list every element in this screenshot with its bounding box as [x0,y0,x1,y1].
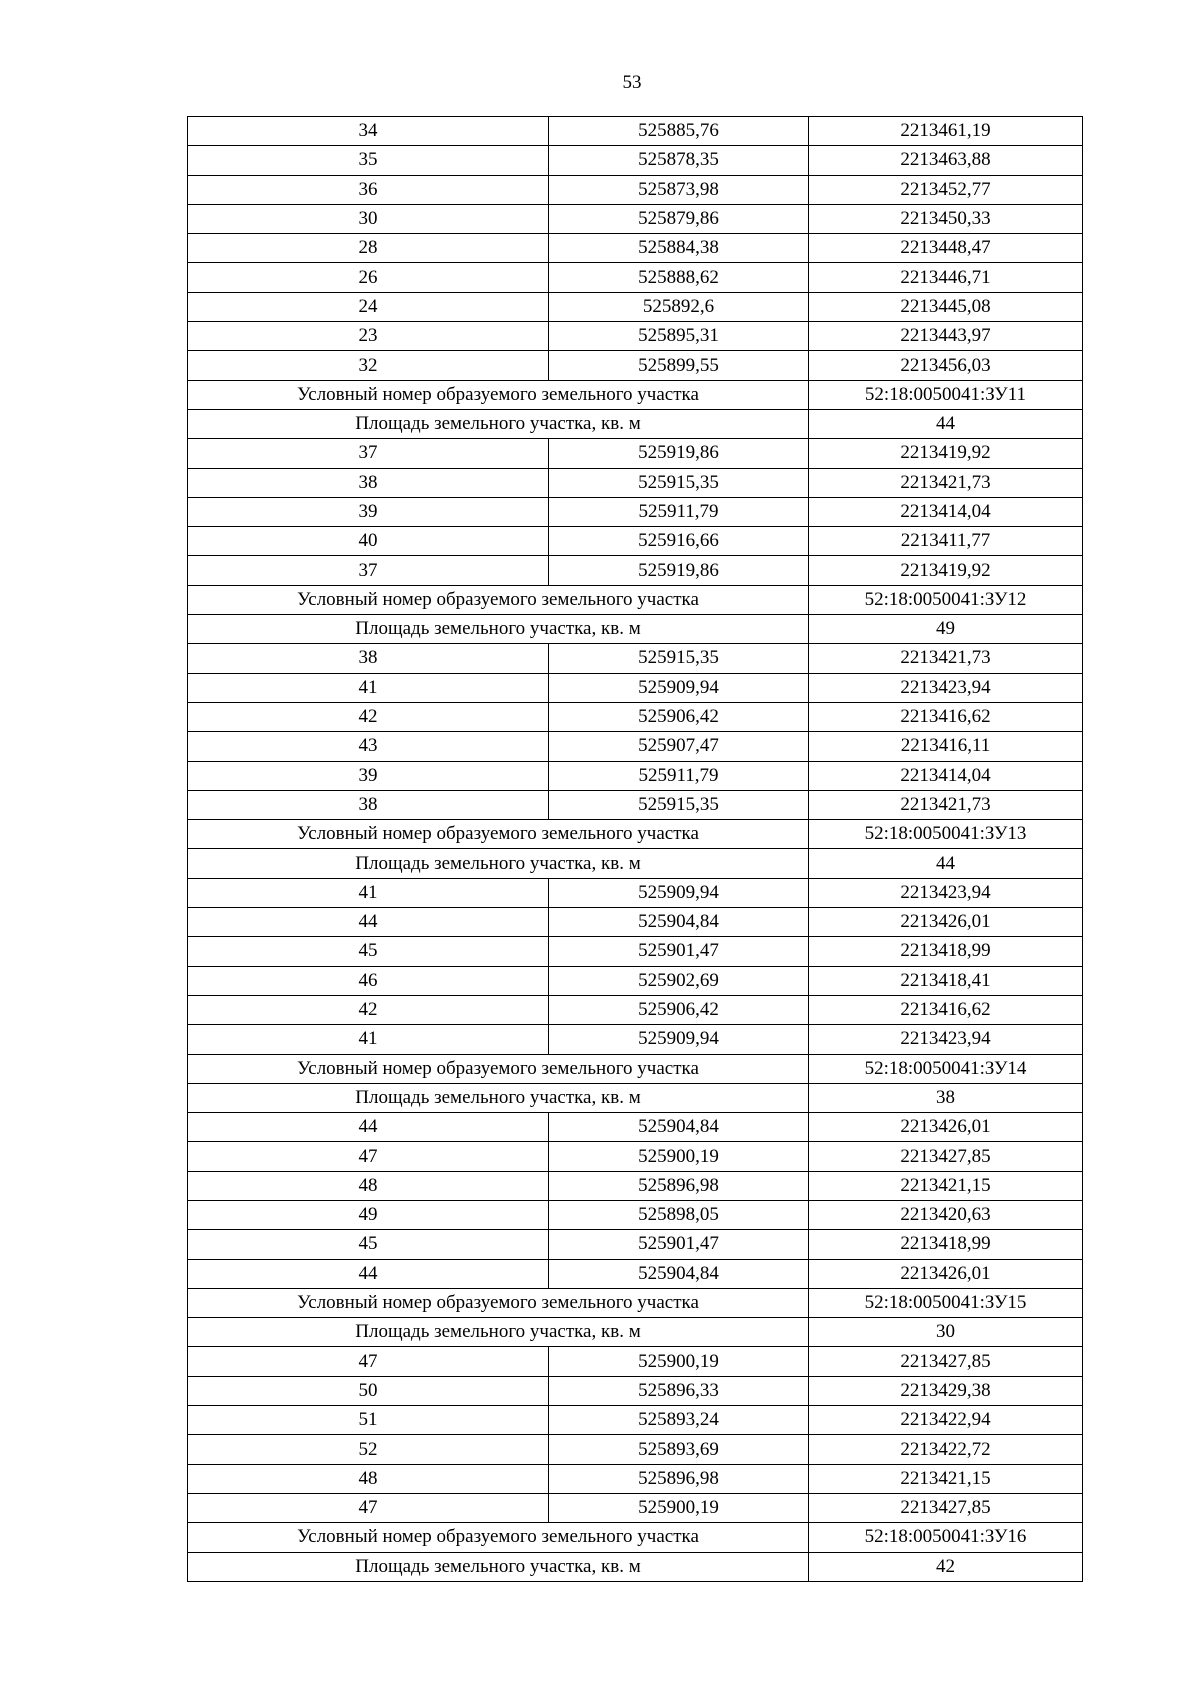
y-coordinate-cell: 2213421,73 [809,468,1083,497]
coordinates-table-body [188,117,1083,1582]
table-row [188,702,1083,731]
point-number-cell: 41 [188,1025,549,1054]
point-number-cell: 43 [188,732,549,761]
y-coordinate-cell: 2213423,94 [809,878,1083,907]
parcel-id-label: Условный номер образуемого земельного участка [188,1288,809,1317]
x-coordinate-cell: 525873,98 [549,175,809,204]
y-coordinate-cell: 2213421,15 [809,1171,1083,1200]
table-row [188,468,1083,497]
table-row [188,1464,1083,1493]
x-coordinate-cell: 525904,84 [549,1259,809,1288]
point-number-cell: 32 [188,351,549,380]
point-number-cell: 48 [188,1464,549,1493]
parcel-area-row [188,1552,1083,1581]
point-number-cell: 24 [188,292,549,321]
x-coordinate-cell: 525915,35 [549,468,809,497]
point-number-cell: 36 [188,175,549,204]
x-coordinate-cell: 525893,24 [549,1406,809,1435]
point-number-cell: 34 [188,117,549,146]
point-number-cell: 52 [188,1435,549,1464]
table-row [188,146,1083,175]
parcel-id-row [188,820,1083,849]
x-coordinate-cell: 525900,19 [549,1493,809,1522]
point-number-cell: 47 [188,1347,549,1376]
parcel-area-row [188,1083,1083,1112]
y-coordinate-cell: 2213411,77 [809,527,1083,556]
y-coordinate-cell: 2213426,01 [809,908,1083,937]
parcel-area-value: 38 [809,1083,1083,1112]
x-coordinate-cell: 525884,38 [549,234,809,263]
x-coordinate-cell: 525885,76 [549,117,809,146]
table-row [188,878,1083,907]
x-coordinate-cell: 525898,05 [549,1200,809,1229]
parcel-area-label: Площадь земельного участка, кв. м [188,1552,809,1581]
coordinates-table [187,116,1083,1582]
parcel-area-value: 42 [809,1552,1083,1581]
y-coordinate-cell: 2213423,94 [809,1025,1083,1054]
parcel-area-label: Площадь земельного участка, кв. м [188,1083,809,1112]
table-row [188,1376,1083,1405]
point-number-cell: 47 [188,1142,549,1171]
x-coordinate-cell: 525919,86 [549,556,809,585]
x-coordinate-cell: 525892,6 [549,292,809,321]
x-coordinate-cell: 525909,94 [549,878,809,907]
x-coordinate-cell: 525878,35 [549,146,809,175]
y-coordinate-cell: 2213456,03 [809,351,1083,380]
y-coordinate-cell: 2213445,08 [809,292,1083,321]
x-coordinate-cell: 525879,86 [549,204,809,233]
table-row [188,1171,1083,1200]
x-coordinate-cell: 525896,98 [549,1464,809,1493]
page-number: 53 [622,72,642,93]
table-row [188,322,1083,351]
table-row [188,761,1083,790]
point-number-cell: 26 [188,263,549,292]
parcel-area-row [188,1318,1083,1347]
point-number-cell: 47 [188,1493,549,1522]
parcel-id-row [188,585,1083,614]
table-row [188,1406,1083,1435]
point-number-cell: 46 [188,966,549,995]
point-number-cell: 50 [188,1376,549,1405]
point-number-cell: 51 [188,1406,549,1435]
table-row [188,1025,1083,1054]
table-row [188,439,1083,468]
y-coordinate-cell: 2213419,92 [809,556,1083,585]
x-coordinate-cell: 525901,47 [549,1230,809,1259]
y-coordinate-cell: 2213427,85 [809,1142,1083,1171]
x-coordinate-cell: 525900,19 [549,1142,809,1171]
y-coordinate-cell: 2213421,73 [809,790,1083,819]
table-row [188,790,1083,819]
table-row [188,1435,1083,1464]
x-coordinate-cell: 525915,35 [549,644,809,673]
parcel-id-row [188,1054,1083,1083]
x-coordinate-cell: 525896,98 [549,1171,809,1200]
y-coordinate-cell: 2213418,99 [809,937,1083,966]
point-number-cell: 49 [188,1200,549,1229]
y-coordinate-cell: 2213416,62 [809,995,1083,1024]
x-coordinate-cell: 525904,84 [549,1113,809,1142]
point-number-cell: 30 [188,204,549,233]
parcel-id-label: Условный номер образуемого земельного участка [188,585,809,614]
parcel-area-label: Площадь земельного участка, кв. м [188,849,809,878]
y-coordinate-cell: 2213448,47 [809,234,1083,263]
x-coordinate-cell: 525895,31 [549,322,809,351]
point-number-cell: 28 [188,234,549,263]
y-coordinate-cell: 2213418,99 [809,1230,1083,1259]
table-row [188,995,1083,1024]
y-coordinate-cell: 2213416,11 [809,732,1083,761]
parcel-area-value: 44 [809,409,1083,438]
point-number-cell: 45 [188,1230,549,1259]
parcel-area-row [188,409,1083,438]
x-coordinate-cell: 525915,35 [549,790,809,819]
table-row [188,1347,1083,1376]
table-row [188,1113,1083,1142]
y-coordinate-cell: 2213461,19 [809,117,1083,146]
x-coordinate-cell: 525900,19 [549,1347,809,1376]
x-coordinate-cell: 525906,42 [549,702,809,731]
parcel-id-row [188,1288,1083,1317]
x-coordinate-cell: 525916,66 [549,527,809,556]
table-row [188,234,1083,263]
parcel-id-value: 52:18:0050041:ЗУ11 [809,380,1083,409]
parcel-id-value: 52:18:0050041:ЗУ13 [809,820,1083,849]
parcel-id-label: Условный номер образуемого земельного участка [188,380,809,409]
parcel-area-value: 49 [809,615,1083,644]
table-row [188,1200,1083,1229]
y-coordinate-cell: 2213421,73 [809,644,1083,673]
x-coordinate-cell: 525901,47 [549,937,809,966]
x-coordinate-cell: 525899,55 [549,351,809,380]
y-coordinate-cell: 2213426,01 [809,1259,1083,1288]
point-number-cell: 41 [188,878,549,907]
point-number-cell: 48 [188,1171,549,1200]
point-number-cell: 38 [188,790,549,819]
parcel-id-label: Условный номер образуемого земельного участка [188,1523,809,1552]
table-row [188,673,1083,702]
y-coordinate-cell: 2213419,92 [809,439,1083,468]
table-row [188,1493,1083,1522]
table-row [188,556,1083,585]
y-coordinate-cell: 2213422,94 [809,1406,1083,1435]
table-row [188,351,1083,380]
parcel-area-label: Площадь земельного участка, кв. м [188,409,809,438]
parcel-id-value: 52:18:0050041:ЗУ15 [809,1288,1083,1317]
point-number-cell: 38 [188,468,549,497]
table-row [188,204,1083,233]
y-coordinate-cell: 2213427,85 [809,1493,1083,1522]
point-number-cell: 44 [188,908,549,937]
table-row [188,937,1083,966]
y-coordinate-cell: 2213450,33 [809,204,1083,233]
x-coordinate-cell: 525888,62 [549,263,809,292]
x-coordinate-cell: 525906,42 [549,995,809,1024]
point-number-cell: 42 [188,995,549,1024]
point-number-cell: 39 [188,497,549,526]
x-coordinate-cell: 525907,47 [549,732,809,761]
y-coordinate-cell: 2213426,01 [809,1113,1083,1142]
parcel-area-label: Площадь земельного участка, кв. м [188,1318,809,1347]
x-coordinate-cell: 525911,79 [549,761,809,790]
point-number-cell: 23 [188,322,549,351]
x-coordinate-cell: 525909,94 [549,673,809,702]
table-row [188,1142,1083,1171]
parcel-id-value: 52:18:0050041:ЗУ14 [809,1054,1083,1083]
point-number-cell: 35 [188,146,549,175]
table-row [188,1230,1083,1259]
table-row [188,292,1083,321]
parcel-id-row [188,380,1083,409]
x-coordinate-cell: 525893,69 [549,1435,809,1464]
x-coordinate-cell: 525902,69 [549,966,809,995]
point-number-cell: 40 [188,527,549,556]
table-row [188,175,1083,204]
point-number-cell: 44 [188,1259,549,1288]
point-number-cell: 44 [188,1113,549,1142]
point-number-cell: 38 [188,644,549,673]
parcel-area-row [188,849,1083,878]
parcel-id-value: 52:18:0050041:ЗУ16 [809,1523,1083,1552]
y-coordinate-cell: 2213414,04 [809,761,1083,790]
x-coordinate-cell: 525909,94 [549,1025,809,1054]
table-row [188,117,1083,146]
y-coordinate-cell: 2213446,71 [809,263,1083,292]
y-coordinate-cell: 2213421,15 [809,1464,1083,1493]
table-row [188,1259,1083,1288]
x-coordinate-cell: 525911,79 [549,497,809,526]
x-coordinate-cell: 525904,84 [549,908,809,937]
y-coordinate-cell: 2213422,72 [809,1435,1083,1464]
y-coordinate-cell: 2213463,88 [809,146,1083,175]
x-coordinate-cell: 525919,86 [549,439,809,468]
table-row [188,644,1083,673]
parcel-id-label: Условный номер образуемого земельного участка [188,1054,809,1083]
parcel-id-value: 52:18:0050041:ЗУ12 [809,585,1083,614]
table-row [188,527,1083,556]
y-coordinate-cell: 2213429,38 [809,1376,1083,1405]
table-row [188,908,1083,937]
x-coordinate-cell: 525896,33 [549,1376,809,1405]
y-coordinate-cell: 2213420,63 [809,1200,1083,1229]
y-coordinate-cell: 2213427,85 [809,1347,1083,1376]
y-coordinate-cell: 2213416,62 [809,702,1083,731]
parcel-area-value: 30 [809,1318,1083,1347]
table-row [188,732,1083,761]
table-row [188,263,1083,292]
y-coordinate-cell: 2213452,77 [809,175,1083,204]
parcel-id-row [188,1523,1083,1552]
y-coordinate-cell: 2213418,41 [809,966,1083,995]
parcel-area-value: 44 [809,849,1083,878]
point-number-cell: 45 [188,937,549,966]
table-row [188,497,1083,526]
parcel-area-row [188,615,1083,644]
y-coordinate-cell: 2213414,04 [809,497,1083,526]
parcel-id-label: Условный номер образуемого земельного участка [188,820,809,849]
point-number-cell: 37 [188,556,549,585]
point-number-cell: 41 [188,673,549,702]
table-row [188,966,1083,995]
y-coordinate-cell: 2213443,97 [809,322,1083,351]
point-number-cell: 39 [188,761,549,790]
point-number-cell: 42 [188,702,549,731]
point-number-cell: 37 [188,439,549,468]
parcel-area-label: Площадь земельного участка, кв. м [188,615,809,644]
y-coordinate-cell: 2213423,94 [809,673,1083,702]
